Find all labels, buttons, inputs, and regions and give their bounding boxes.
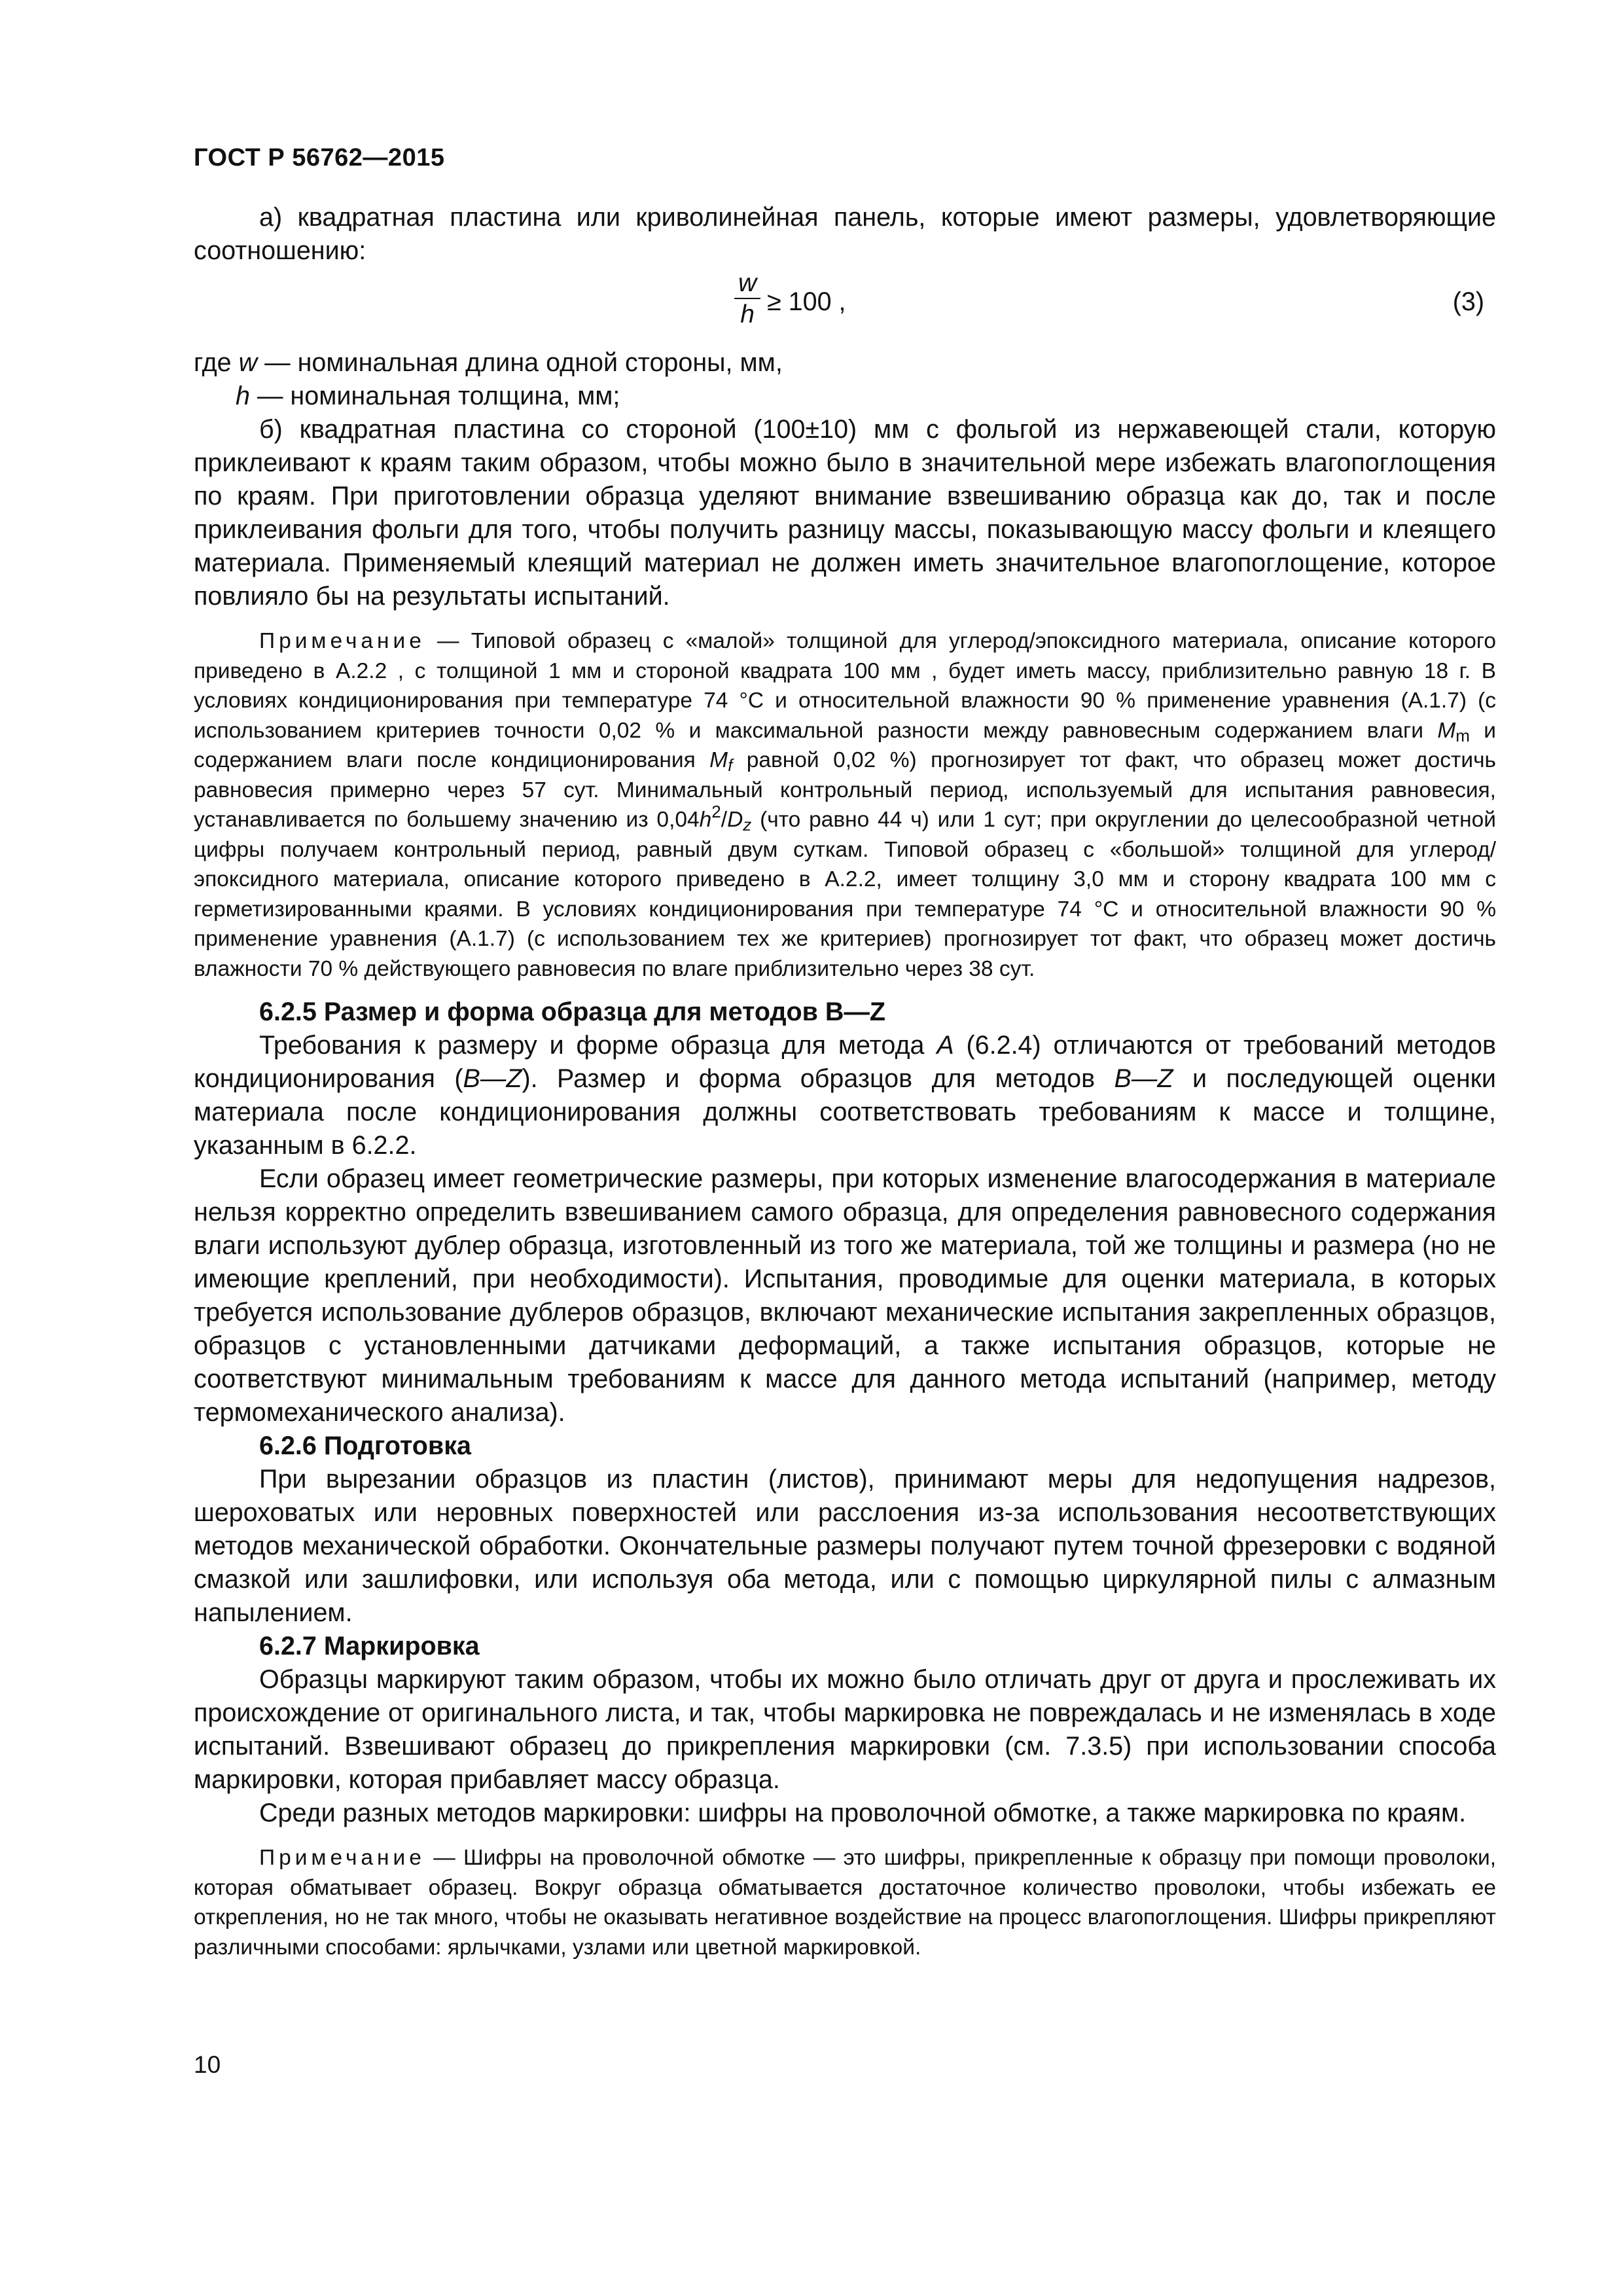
document-page <box>194 144 1496 1974</box>
formula-fraction <box>734 269 760 331</box>
note-1 <box>194 626 1496 984</box>
note-1-slash: / <box>721 808 728 832</box>
note-2 <box>194 1843 1496 1962</box>
note-1-D-symbol: D <box>727 808 743 832</box>
where-prefix: где <box>194 348 239 377</box>
section-6-2-7-heading: 6.2.7 Маркировка <box>259 1632 480 1660</box>
note-1-D-sub: z <box>743 815 752 834</box>
s625-p1-d: и последующей оценки материала после кондиционирования должны соответствовать требованиям к массе и толщине, указанным в 6.2.2. <box>194 1064 1497 1160</box>
formula-denominator: h <box>740 300 755 329</box>
where-h-line <box>194 380 1496 413</box>
note-2-text: — Шифры на проволочной обмотке — это шифры, прикрепленные к образцу при помощи проволоки, которая обматывает образец. Вокруг образца обматывается достаточное количество проволоки, чтобы избежать ее открепления, но не так много, чтобы не оказывать негативное воздействие на процесс влагопоглощения. Шифры прикрепляют различными способами: ярлычками, узлами или цветной маркировкой. <box>194 1846 1496 1960</box>
note-1-h-sup: 2 <box>711 802 721 821</box>
note-2-label: Примечание <box>259 1846 425 1870</box>
s625-p1-c: ). Размер и форма образцов для методов <box>522 1064 1115 1093</box>
note-1-Mm-sub: m <box>1455 725 1470 745</box>
note-1-label: Примечание <box>259 629 425 653</box>
item-b-paragraph: б) квадратная пластина со стороной (100±10) мм с фольгой из нержавеющей стали, которую приклеивают к краям таким образом, чтобы можно было в значительной мере избежать влагопоглощения по краям. При приготовлении образца уделяют внимание взвешиванию образца как до, так и после приклеивания фольги для того, чтобы получить разницу массы, показывающую массу фольги и клеящего материала. Применяемый клеящий материал не должен иметь значительное влагопоглощение, которое повлияло бы на результаты испытаний. <box>194 415 1496 611</box>
note-1-text-part2: и содержанием влаги после кондиционирования <box>194 718 1496 772</box>
where-w-line <box>194 346 1496 380</box>
item-a-paragraph: а) квадратная пластина или криволинейная панель, которые имеют размеры, удовлетворяющие соотношению: <box>194 203 1496 265</box>
section-6-2-5-paragraph-2: Если образец имеет геометрические размеры, при которых изменение влагосодержания в материале нельзя корректно определить взвешиванием самого образца, для определения равновесного содержания влаги используют дублер образца, изготовленный из того же материала, той же толщины и размера (но не имеющие креплений, при необходимости). Испытания, проводимые для оценки материала, в которых требуется использование дублеров образцов, включают механические испытания закрепленных образцов, образцов с установленными датчиками деформаций, а также испытания образцов, которые не соответствуют минимальным требованиям к массе для данного метода испытаний (например, методу термомеханического анализа). <box>194 1164 1496 1427</box>
section-6-2-6-paragraph-1: При вырезании образцов из пластин (листов), принимают меры для недопущения надрезов, шероховатых или неровных поверхностей или расслоения из-за использования несоответствующих методов механической обработки. Окончательные размеры получают путем точной фрезеровки с водяной смазкой или зашлифовки, или используя оба метода, или с помощью циркулярной пилы с алмазным напылением. <box>194 1465 1496 1627</box>
formula-number: (3) <box>1452 287 1484 316</box>
where-w-symbol: w <box>238 348 258 377</box>
section-6-2-5-paragraph-1 <box>194 1029 1496 1162</box>
s625-p1-methods-bz: В—Z <box>463 1064 522 1093</box>
note-1-Mf-symbol: M <box>709 748 728 772</box>
section-6-2-5-heading: 6.2.5 Размер и форма образца для методов В—Z <box>259 997 886 1026</box>
where-h-symbol: h <box>236 382 250 410</box>
note-1-text-part3: равной 0,02 %) прогнозирует тот факт, что образец может достичь равновесия примерно через 57 сут. Минимальный контрольный период, используемый для испытания равновесия, устанавливается по большему значению из 0,04 <box>194 748 1496 832</box>
formula-rhs: ≥ 100 , <box>767 287 846 316</box>
section-6-2-7-paragraph-1: Образцы маркируют таким образом, чтобы их можно было отличать друг от друга и прослеживать их происхождение от оригинального листа, и так, чтобы маркировка не повреждалась и не изменялась в ходе испытаний. Взвешивают образец до прикрепления маркировки (см. 7.3.5) при использовании способа маркировки, которая прибавляет массу образца. <box>194 1665 1496 1794</box>
standard-code-header: ГОСТ Р 56762—2015 <box>194 144 445 171</box>
note-1-text-part1: — Типовой образец с «малой» толщиной для углерод/эпоксидного материала, описание которого приведено в А.2.2 , с толщиной 1 мм и стороной квадрата 100 мм , будет иметь массу, приблизительно равную 18 г. В условиях кондиционирования при температуре 74 °С и относительной влажности 90 % применение уравнения (А.1.7) (с использованием критериев точности 0,02 % и максимальной разности между равновесным содержанием влаги <box>194 629 1496 743</box>
section-6-2-7-paragraph-2: Среди разных методов маркировки: шифры на проволочной обмотке, а также маркировка по краям. <box>259 1799 1467 1827</box>
section-6-2-6-heading: 6.2.6 Подготовка <box>259 1431 471 1460</box>
where-w-text: — номинальная длина одной стороны, мм, <box>257 348 783 377</box>
s625-p1-b: (6.2.4) отличаются от требований методов кондиционирования ( <box>194 1031 1496 1093</box>
s625-p1-a: Требования к размеру и форме образца для метода <box>259 1031 937 1060</box>
note-1-h-symbol: h <box>699 808 712 832</box>
formula-numerator: w <box>734 269 760 299</box>
s625-p1-methods-bz-2: В—Z <box>1114 1064 1173 1093</box>
where-h-text: — номинальная толщина, мм; <box>249 382 620 410</box>
note-1-text-part4: (что равно 44 ч) или 1 сут; при округлении до целесообразной четной цифры получаем контрольный период, равный двум суткам. Типовой образец с «большой» толщиной для углерод/эпоксидного материала, описание которого приведено в А.2.2, имеет толщину 3,0 мм и сторону квадрата 100 мм с герметизированными краями. В условиях кондиционирования при температуре 74 °С и относительной влажности 90 % применение уравнения (А.1.7) (с использованием тех же критериев) прогнозирует тот факт, что образец может достичь влажности 70 % действующего равновесия по влаге приблизительно через 38 сут. <box>194 808 1496 981</box>
formula-3 <box>194 269 1496 342</box>
note-1-Mf-sub: f <box>728 755 733 775</box>
s625-p1-method-a: А <box>936 1031 954 1060</box>
note-1-Mm-symbol: M <box>1437 718 1456 743</box>
page-number: 10 <box>194 2051 221 2078</box>
